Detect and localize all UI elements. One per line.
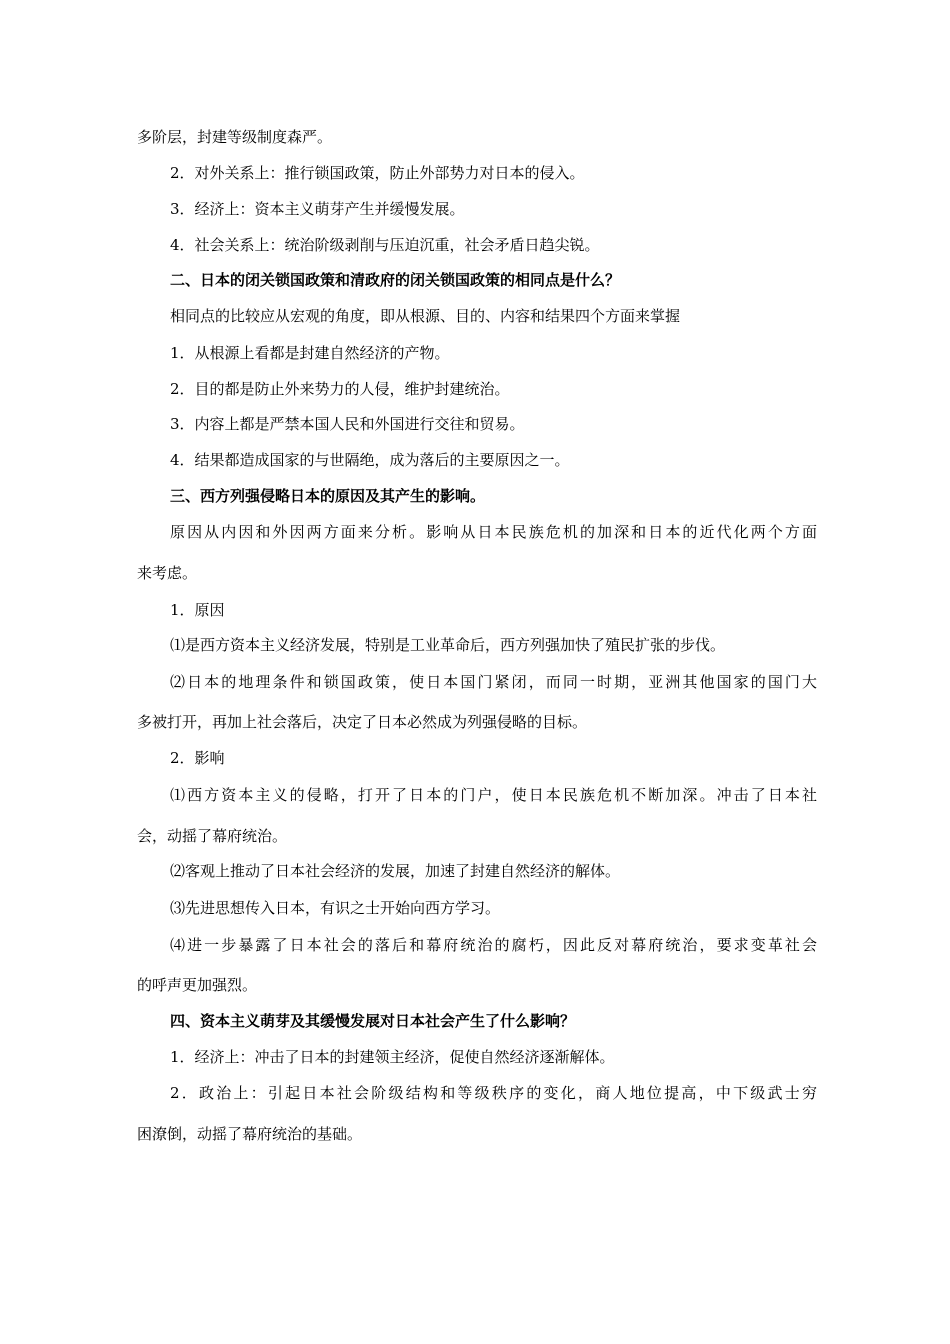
- list-item: ⑷进一步暴露了日本社会的落后和幕府统治的腐朽，因此反对幕府统治，要求变革社会: [170, 936, 817, 954]
- list-item: 3．经济上：资本主义萌芽产生并缓慢发展。: [170, 200, 465, 218]
- paragraph-line: 相同点的比较应从宏观的角度，即从根源、目的、内容和结果四个方面来掌握: [170, 307, 681, 325]
- list-item: ⑵日本的地理条件和锁国政策，使日本国门紧闭，而同一时期，亚洲其他国家的国门大: [170, 673, 817, 691]
- list-item: 2．影响: [170, 749, 225, 767]
- list-item: ⑴是西方资本主义经济发展，特别是工业革命后，西方列强加快了殖民扩张的步伐。: [170, 636, 726, 654]
- list-item: 4．结果都造成国家的与世隔绝，成为落后的主要原因之一。: [170, 451, 570, 469]
- list-item: 1．经济上：冲击了日本的封建领主经济，促使自然经济逐渐解体。: [170, 1048, 615, 1066]
- section-heading: 三、西方列强侵略日本的原因及其产生的影响。: [170, 487, 486, 505]
- list-item: 1．从根源上看都是封建自然经济的产物。: [170, 344, 450, 362]
- list-item: ⑵客观上推动了日本社会经济的发展，加速了封建自然经济的解体。: [170, 862, 621, 880]
- list-item: ⑶先进思想传入日本，有识之士开始向西方学习。: [170, 899, 501, 917]
- list-item: 2．目的都是防止外来势力的人侵，维护封建统治。: [170, 380, 510, 398]
- paragraph-line: 多被打开，再加上社会落后，决定了日本必然成为列强侵略的目标。: [137, 713, 588, 731]
- section-heading: 四、资本主义萌芽及其缓慢发展对日本社会产生了什么影响？: [170, 1012, 576, 1030]
- paragraph-line: 多阶层，封建等级制度森严。: [137, 128, 333, 146]
- paragraph-line: 的呼声更加强烈。: [137, 976, 258, 994]
- list-item: ⑴西方资本主义的侵略，打开了日本的门户，使日本民族危机不断加深。冲击了日本社: [170, 786, 817, 804]
- paragraph-line: 原因从内因和外因两方面来分析。影响从日本民族危机的加深和日本的近代化两个方面: [170, 523, 817, 541]
- list-item: 2．对外关系上：推行锁国政策，防止外部势力对日本的侵入。: [170, 164, 585, 182]
- paragraph-line: 来考虑。: [137, 564, 198, 582]
- list-item: 1．原因: [170, 601, 225, 619]
- section-heading: 二、日本的闭关锁国政策和清政府的闭关锁国政策的相同点是什么？: [170, 271, 621, 289]
- list-item: 4．社会关系上：统治阶级剥削与压迫沉重，社会矛盾日趋尖锐。: [170, 236, 600, 254]
- paragraph-line: 困潦倒，动摇了幕府统治的基础。: [137, 1125, 363, 1143]
- paragraph-line: 会，动摇了幕府统治。: [137, 827, 288, 845]
- list-item: 3．内容上都是严禁本国人民和外国进行交往和贸易。: [170, 415, 525, 433]
- list-item: 2．政治上：引起日本社会阶级结构和等级秩序的变化，商人地位提高，中下级武士穷: [170, 1084, 817, 1102]
